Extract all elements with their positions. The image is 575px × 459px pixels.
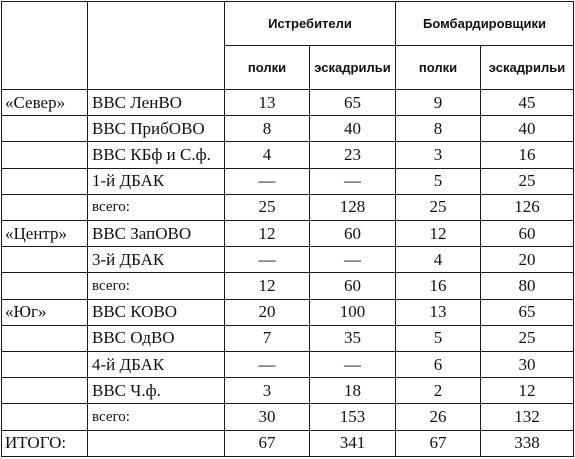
table-row <box>2 194 574 220</box>
fighters-regiments-cell: 25 <box>225 194 310 220</box>
bombers-regiments-cell: 3 <box>396 142 481 168</box>
region-cell <box>2 378 88 404</box>
table-row <box>2 116 574 142</box>
region-cell <box>2 247 88 273</box>
bombers-regiments-cell: 12 <box>396 221 481 247</box>
fighters-squadrons-cell: — <box>310 168 396 194</box>
table-row <box>2 221 574 247</box>
bombers-squadrons-cell: 80 <box>481 273 574 299</box>
fighters-regiments-cell: 13 <box>225 90 310 116</box>
fighters-squadrons-cell: 23 <box>310 142 396 168</box>
table-row <box>2 273 574 299</box>
fighters-regiments-cell: 12 <box>225 273 310 299</box>
bombers-squadrons-cell: 30 <box>481 352 574 378</box>
bombers-squadrons-cell: 65 <box>481 299 574 325</box>
bombers-regiments-cell: 5 <box>396 168 481 194</box>
fighters-regiments-cell: — <box>225 352 310 378</box>
fighters-squadrons-cell: — <box>310 247 396 273</box>
region-cell: «Юг» <box>2 299 88 325</box>
header-bombers-regiments: полки <box>396 46 481 90</box>
unit-cell: 3-й ДБАК <box>88 247 225 273</box>
bombers-squadrons-cell: 25 <box>481 325 574 351</box>
unit-cell <box>88 430 225 456</box>
table-body <box>2 90 574 457</box>
fighters-squadrons-cell: 60 <box>310 273 396 299</box>
bombers-regiments-cell: 26 <box>396 404 481 430</box>
table-row <box>2 168 574 194</box>
bombers-regiments-cell: 16 <box>396 273 481 299</box>
table-row <box>2 430 574 456</box>
fighters-squadrons-cell: 18 <box>310 378 396 404</box>
table-row <box>2 378 574 404</box>
table-row <box>2 352 574 378</box>
header-region-empty <box>2 2 88 90</box>
bombers-regiments-cell: 2 <box>396 378 481 404</box>
bombers-squadrons-cell: 40 <box>481 116 574 142</box>
bombers-regiments-cell: 67 <box>396 430 481 456</box>
bombers-squadrons-cell: 132 <box>481 404 574 430</box>
bombers-squadrons-cell: 45 <box>481 90 574 116</box>
fighters-regiments-cell: — <box>225 168 310 194</box>
bombers-squadrons-cell: 16 <box>481 142 574 168</box>
bombers-regiments-cell: 6 <box>396 352 481 378</box>
fighters-regiments-cell: — <box>225 247 310 273</box>
table-row <box>2 247 574 273</box>
region-cell: «Север» <box>2 90 88 116</box>
bombers-regiments-cell: 5 <box>396 325 481 351</box>
bombers-regiments-cell: 13 <box>396 299 481 325</box>
region-cell <box>2 325 88 351</box>
header-fighters-squadrons: эскадрильи <box>310 46 396 90</box>
unit-cell: ВВС ОдВО <box>88 325 225 351</box>
fighters-squadrons-cell: 100 <box>310 299 396 325</box>
unit-cell: ВВС КБф и С.ф. <box>88 142 225 168</box>
header-unit-empty <box>88 2 225 90</box>
region-cell: ИТОГО: <box>2 430 88 456</box>
fighters-regiments-cell: 30 <box>225 404 310 430</box>
fighters-regiments-cell: 20 <box>225 299 310 325</box>
fighters-regiments-cell: 7 <box>225 325 310 351</box>
unit-cell: ВВС ЛенВО <box>88 90 225 116</box>
unit-cell: 4-й ДБАК <box>88 352 225 378</box>
fighters-squadrons-cell: — <box>310 352 396 378</box>
fighters-regiments-cell: 12 <box>225 221 310 247</box>
unit-cell: ВВС Ч.ф. <box>88 378 225 404</box>
region-cell <box>2 352 88 378</box>
bombers-squadrons-cell: 60 <box>481 221 574 247</box>
unit-cell: 1-й ДБАК <box>88 168 225 194</box>
bombers-regiments-cell: 25 <box>396 194 481 220</box>
aviation-forces-table <box>1 1 574 457</box>
table-row <box>2 325 574 351</box>
bombers-regiments-cell: 9 <box>396 90 481 116</box>
region-cell <box>2 116 88 142</box>
fighters-regiments-cell: 3 <box>225 378 310 404</box>
header-fighters-regiments: полки <box>225 46 310 90</box>
bombers-squadrons-cell: 338 <box>481 430 574 456</box>
region-cell <box>2 142 88 168</box>
region-cell: «Центр» <box>2 221 88 247</box>
fighters-squadrons-cell: 65 <box>310 90 396 116</box>
fighters-squadrons-cell: 35 <box>310 325 396 351</box>
table-row <box>2 299 574 325</box>
unit-cell: всего: <box>88 404 225 430</box>
fighters-regiments-cell: 67 <box>225 430 310 456</box>
bombers-regiments-cell: 8 <box>396 116 481 142</box>
bombers-squadrons-cell: 20 <box>481 247 574 273</box>
unit-cell: ВВС ПрибОВО <box>88 116 225 142</box>
fighters-squadrons-cell: 153 <box>310 404 396 430</box>
region-cell <box>2 168 88 194</box>
header-row-groups <box>2 2 574 46</box>
unit-cell: всего: <box>88 194 225 220</box>
fighters-squadrons-cell: 40 <box>310 116 396 142</box>
region-cell <box>2 404 88 430</box>
fighters-squadrons-cell: 128 <box>310 194 396 220</box>
bombers-regiments-cell: 4 <box>396 247 481 273</box>
region-cell <box>2 194 88 220</box>
bombers-squadrons-cell: 25 <box>481 168 574 194</box>
table-row <box>2 90 574 116</box>
header-bombers-squadrons: эскадрильи <box>481 46 574 90</box>
bombers-squadrons-cell: 12 <box>481 378 574 404</box>
table-row <box>2 404 574 430</box>
unit-cell: ВВС ЗапОВО <box>88 221 225 247</box>
header-fighters: Истребители <box>225 2 396 46</box>
fighters-squadrons-cell: 60 <box>310 221 396 247</box>
fighters-squadrons-cell: 341 <box>310 430 396 456</box>
fighters-regiments-cell: 4 <box>225 142 310 168</box>
unit-cell: ВВС КОВО <box>88 299 225 325</box>
unit-cell: всего: <box>88 273 225 299</box>
table-row <box>2 142 574 168</box>
bombers-squadrons-cell: 126 <box>481 194 574 220</box>
fighters-regiments-cell: 8 <box>225 116 310 142</box>
region-cell <box>2 273 88 299</box>
header-bombers: Бомбардировщики <box>396 2 574 46</box>
